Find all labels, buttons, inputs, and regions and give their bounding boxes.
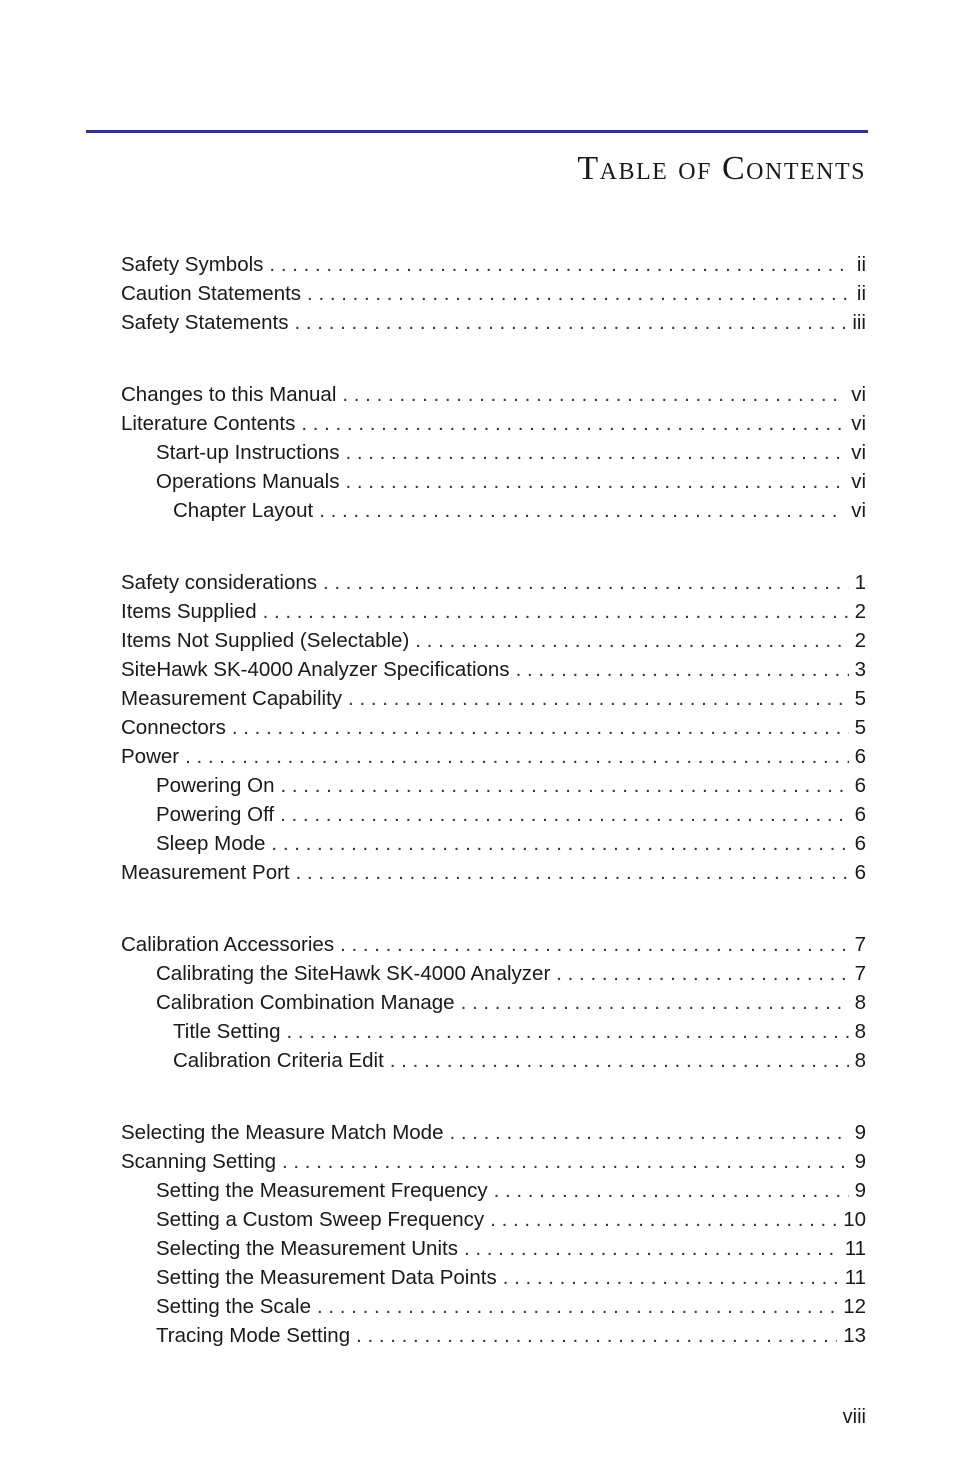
dot-leader — [556, 959, 848, 988]
toc-entry-page: 6 — [854, 832, 866, 855]
toc-group — [121, 1118, 866, 1350]
toc-entry-title: SiteHawk SK-4000 Analyzer Specifications — [121, 658, 510, 681]
toc-entry-page: 11 — [844, 1237, 866, 1260]
toc-entry-title: Safety Symbols — [121, 253, 264, 276]
toc-entry[interactable] — [121, 1147, 866, 1176]
toc-entry-title: Calibration Criteria Edit — [173, 1049, 384, 1072]
toc-entry-title: Powering Off — [156, 803, 275, 826]
toc-entry-title: Setting a Custom Sweep Frequency — [156, 1208, 485, 1231]
dot-leader — [348, 684, 849, 713]
toc-entry-title: Caution Statements — [121, 282, 302, 305]
toc-entry-page: 8 — [854, 1020, 866, 1043]
toc-entry-page: 8 — [854, 1049, 866, 1072]
toc-entry-title: Literature Contents — [121, 412, 296, 435]
toc-entry-title: Title Setting — [173, 1020, 281, 1043]
toc-entry-page: 8 — [854, 991, 866, 1014]
toc-entry-title: Setting the Scale — [156, 1295, 311, 1318]
dot-leader — [271, 829, 848, 858]
toc-entry[interactable] — [121, 250, 866, 279]
dot-leader — [280, 800, 848, 829]
page-title: Table of Contents — [577, 150, 866, 187]
toc-entry[interactable] — [121, 655, 866, 684]
dot-leader — [317, 1292, 837, 1321]
toc-entry-page: vi — [851, 383, 866, 406]
toc-entry[interactable] — [121, 1176, 866, 1205]
toc-entry-page: vi — [851, 412, 866, 435]
toc-entry-title: Calibration Combination Manage — [156, 991, 455, 1014]
toc-entry-title: Measurement Capability — [121, 687, 343, 710]
dot-leader — [281, 771, 849, 800]
dot-leader — [464, 1234, 839, 1263]
toc-entry[interactable] — [121, 1292, 866, 1321]
toc-entry-title: Changes to this Manual — [121, 383, 337, 406]
dot-leader — [516, 655, 849, 684]
toc-entry-title: Powering On — [156, 774, 275, 797]
toc-entry-page: 6 — [854, 861, 866, 884]
toc-entry-title: Scanning Setting — [121, 1150, 277, 1173]
toc-entry-page: ii — [856, 282, 866, 305]
dot-leader — [356, 1321, 837, 1350]
dot-leader — [287, 1017, 849, 1046]
toc-entry-title: Sleep Mode — [156, 832, 266, 855]
toc-entry-page: 11 — [844, 1266, 866, 1289]
dot-leader — [263, 597, 849, 626]
toc-entry-title: Calibrating the SiteHawk SK-4000 Analyzer — [156, 962, 551, 985]
toc-entry-title: Calibration Accessories — [121, 933, 335, 956]
toc-entry-page: 13 — [843, 1324, 866, 1347]
toc-entry-page: 7 — [854, 962, 866, 985]
dot-leader — [282, 1147, 849, 1176]
toc-entry-title: Setting the Measurement Frequency — [156, 1179, 488, 1202]
toc-entry-page: 7 — [854, 933, 866, 956]
toc-entry-title: Chapter Layout — [173, 499, 314, 522]
toc-entry[interactable] — [121, 1017, 866, 1046]
toc-entry-page: iii — [852, 311, 866, 334]
dot-leader — [296, 858, 849, 887]
dot-leader — [185, 742, 848, 771]
dot-leader — [415, 626, 848, 655]
toc-entry[interactable] — [121, 800, 866, 829]
toc-entry[interactable] — [121, 438, 866, 467]
toc-entry-title: Setting the Measurement Data Points — [156, 1266, 497, 1289]
toc-entry[interactable] — [121, 771, 866, 800]
toc-entry[interactable] — [121, 597, 866, 626]
dot-leader — [295, 308, 847, 337]
toc-entry-page: 6 — [854, 774, 866, 797]
dot-leader — [301, 409, 845, 438]
dot-leader — [490, 1205, 837, 1234]
toc-entry[interactable] — [121, 713, 866, 742]
toc-entry-title: Connectors — [121, 716, 226, 739]
toc-entry-title: Items Supplied — [121, 600, 257, 623]
dot-leader — [494, 1176, 849, 1205]
toc-entry-page: 9 — [854, 1150, 866, 1173]
toc-entry[interactable] — [121, 829, 866, 858]
toc-entry-page: 6 — [854, 803, 866, 826]
toc-entry-title: Selecting the Measure Match Mode — [121, 1121, 444, 1144]
toc-entry[interactable] — [121, 1205, 866, 1234]
toc-entry-title: Power — [121, 745, 180, 768]
toc-entry-page: 9 — [854, 1179, 866, 1202]
dot-leader — [503, 1263, 839, 1292]
dot-leader — [323, 568, 849, 597]
toc-group — [121, 380, 866, 525]
dot-leader — [307, 279, 851, 308]
toc-entry-title: Tracing Mode Setting — [156, 1324, 351, 1347]
toc-entry[interactable] — [121, 684, 866, 713]
dot-leader — [269, 250, 850, 279]
toc-entry[interactable] — [121, 1118, 866, 1147]
toc-entry-title: Safety considerations — [121, 571, 318, 594]
toc-entry[interactable] — [121, 380, 866, 409]
toc-entry[interactable] — [121, 1234, 866, 1263]
toc-group — [121, 930, 866, 1075]
toc-entry-page: 1 — [854, 571, 866, 594]
toc-entry-page: 9 — [854, 1121, 866, 1144]
toc-group — [121, 250, 866, 337]
toc-entry-page: 6 — [854, 745, 866, 768]
toc-entry-page: vi — [851, 470, 866, 493]
toc-entry[interactable] — [121, 568, 866, 597]
dot-leader — [449, 1118, 848, 1147]
toc-entry-page: vi — [851, 499, 866, 522]
toc-group — [121, 568, 866, 887]
toc-entry[interactable] — [121, 308, 866, 337]
toc-entry-page: 10 — [843, 1208, 866, 1231]
dot-leader — [342, 380, 845, 409]
toc-entry-page: ii — [856, 253, 866, 276]
toc-entry[interactable] — [121, 626, 866, 655]
toc-entry[interactable] — [121, 742, 866, 771]
toc-entry-page: 2 — [854, 629, 866, 652]
dot-leader — [232, 713, 849, 742]
toc-entry[interactable] — [121, 467, 866, 496]
toc-entry[interactable] — [121, 409, 866, 438]
dot-leader — [340, 930, 849, 959]
toc-entry[interactable] — [121, 858, 866, 887]
table-of-contents — [121, 250, 866, 1393]
toc-entry-page: 2 — [854, 600, 866, 623]
dot-leader — [345, 438, 845, 467]
toc-entry-title: Selecting the Measurement Units — [156, 1237, 458, 1260]
toc-entry[interactable] — [121, 959, 866, 988]
header-rule — [86, 130, 868, 133]
toc-entry[interactable] — [121, 1321, 866, 1350]
toc-entry[interactable] — [121, 496, 866, 525]
dot-leader — [319, 496, 845, 525]
toc-entry-page: vi — [851, 441, 866, 464]
toc-entry-title: Measurement Port — [121, 861, 290, 884]
toc-entry[interactable] — [121, 930, 866, 959]
toc-entry-page: 12 — [843, 1295, 866, 1318]
toc-entry[interactable] — [121, 1263, 866, 1292]
toc-entry[interactable] — [121, 988, 866, 1017]
toc-entry-page: 3 — [854, 658, 866, 681]
page-number: viii — [842, 1406, 866, 1428]
dot-leader — [461, 988, 849, 1017]
toc-entry-page: 5 — [854, 687, 866, 710]
toc-entry-page: 5 — [854, 716, 866, 739]
toc-entry[interactable] — [121, 1046, 866, 1075]
dot-leader — [345, 467, 845, 496]
toc-entry[interactable] — [121, 279, 866, 308]
toc-entry-title: Start-up Instructions — [156, 441, 340, 464]
toc-entry-title: Items Not Supplied (Selectable) — [121, 629, 410, 652]
toc-entry-title: Safety Statements — [121, 311, 289, 334]
toc-entry-title: Operations Manuals — [156, 470, 340, 493]
dot-leader — [390, 1046, 849, 1075]
